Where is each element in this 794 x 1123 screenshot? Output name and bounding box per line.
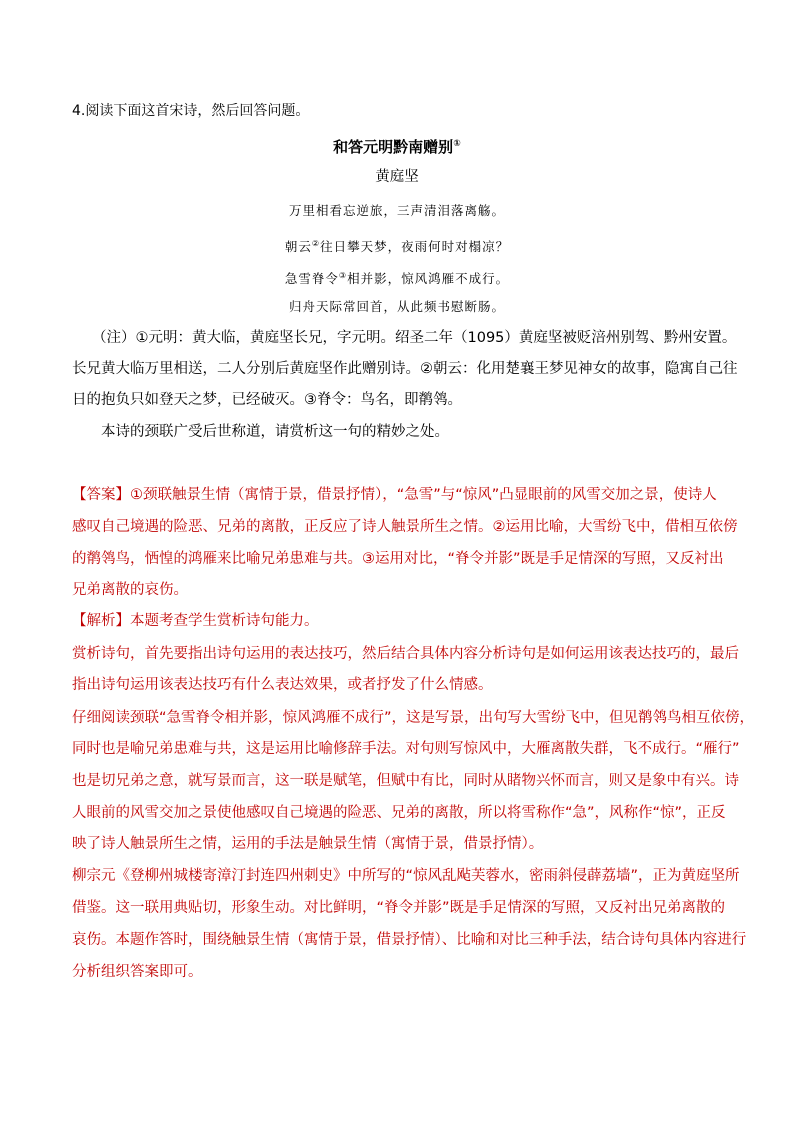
- question-prompt: 本诗的颈联广受后世称道，请赏析这一句的精妙之处。: [101, 424, 449, 440]
- answer-line: 感叹自己境遇的险恶、兄弟的离散，正反应了诗人触景所生之情。②运用比喻，大雪纷飞中，借相互依傍: [72, 519, 738, 535]
- poem-line-text: 急雪脊令: [284, 271, 339, 287]
- analysis-line: 映了诗人触景所生之情，运用的手法是触景生情（寓情于景，借景抒情）。: [72, 836, 544, 852]
- poem-title-text: 和答元明黔南赠别: [333, 138, 454, 156]
- poem-line-text: 相并影，惊风鸿雁不成行。: [347, 271, 510, 287]
- poem-line: [0, 266, 794, 289]
- poem-line-text: 归舟天际常回首，从此频书慰断肠。: [288, 299, 505, 314]
- question-heading: 4.阅读下面这首宋诗，然后回答问题。: [72, 103, 310, 119]
- poem-line: [0, 201, 794, 221]
- answer-line: 兄弟离散的哀伤。: [72, 582, 188, 598]
- analysis-line: 人眼前的风雪交加之景使他感叹自己境遇的险恶、兄弟的离散，所以将雪称作“急”，风称作“惊”，正反: [72, 805, 726, 821]
- analysis-line: 柳宗元《登柳州城楼寄漳汀封连四州刺史》中所写的“惊风乱飐芙蓉水，密雨斜侵薜荔墙”，正为黄庭坚所: [72, 868, 740, 884]
- analysis-line: 赏析诗句，首先要指出诗句运用的表达技巧，然后结合具体内容分析诗句是如何运用该表达技巧的，最后: [72, 646, 739, 662]
- analysis-line: 指出诗句运用该表达技巧有什么表达效果，或者抒发了什么情感。: [72, 677, 493, 693]
- footnote-mark: ③: [338, 271, 348, 280]
- analysis-line: 仔细阅读颈联“急雪脊令相并影，惊风鸿雁不成行”，这是写景，出句写大雪纷飞中，但见鹡鸰鸟相互依傍，: [72, 710, 755, 726]
- analysis-line: 同时也是喻兄弟患难与共，这是运用比喻修辞手法。对句则写惊风中，大雁离散失群，飞不成行。“雁行”: [72, 741, 740, 757]
- analysis-line: [72, 611, 319, 631]
- answer-line: 的鹡鸰鸟，恓惶的鸿雁来比喻兄弟患难与共。③运用对比，“脊令并影”既是手足情深的写照，又反衬出: [72, 551, 724, 567]
- analysis-line: 也是切兄弟之意，就写景而言，这一联是赋笔，但赋中有比，同时从睹物兴怀而言，则又是象中有兴。诗: [72, 773, 739, 789]
- poem-line-text: 万里相看忘逆旅，三声清泪落离觞。: [288, 203, 505, 218]
- note-line: 长兄黄大临万里相送，二人分别后黄庭坚作此赠别诗。②朝云：化用楚襄王梦见神女的故事，隐寓自己往: [72, 361, 738, 377]
- analysis-line: 哀伤。本题作答时，围绕触景生情（寓情于景，借景抒情）、比喻和对比三种手法，结合诗句具体内容进行: [72, 932, 747, 948]
- analysis-label: 【解析】: [72, 613, 130, 629]
- note-line: （注）①元明：黄大临，黄庭坚长兄，字元明。绍圣二年（1095）黄庭坚被贬涪州别驾、黔州安置。: [92, 330, 737, 346]
- answer-label: 【答案】: [72, 487, 130, 503]
- poem-line: [0, 234, 794, 257]
- note-line: 日的抱负只如登天之梦，已经破灭。③脊令：鸟名，即鹡鸰。: [72, 392, 462, 408]
- footnote-mark: ②: [311, 239, 321, 248]
- poem-title: [0, 134, 794, 157]
- poem-title-footnote-mark: ①: [453, 139, 461, 149]
- answer-line: [72, 485, 717, 505]
- poem-line-text: 朝云: [284, 239, 312, 255]
- analysis-line: 借鉴。这一联用典贴切，形象生动。对比鲜明，“脊令并影”既是手足情深的写照，又反衬出兄弟离散的: [72, 900, 726, 916]
- poem-line: [0, 297, 794, 317]
- poem-author: 黄庭坚: [375, 169, 419, 185]
- answer-text: ①颈联触景生情（寓情于景，借景抒情），“急雪”与“惊风”凸显眼前的风雪交加之景，使诗人: [130, 487, 717, 503]
- analysis-line: 分析组织答案即可。: [72, 964, 203, 980]
- analysis-text: 本题考查学生赏析诗句能力。: [130, 613, 319, 629]
- poem-line-text: 往日攀天梦，夜雨何时对榻凉？: [320, 239, 510, 255]
